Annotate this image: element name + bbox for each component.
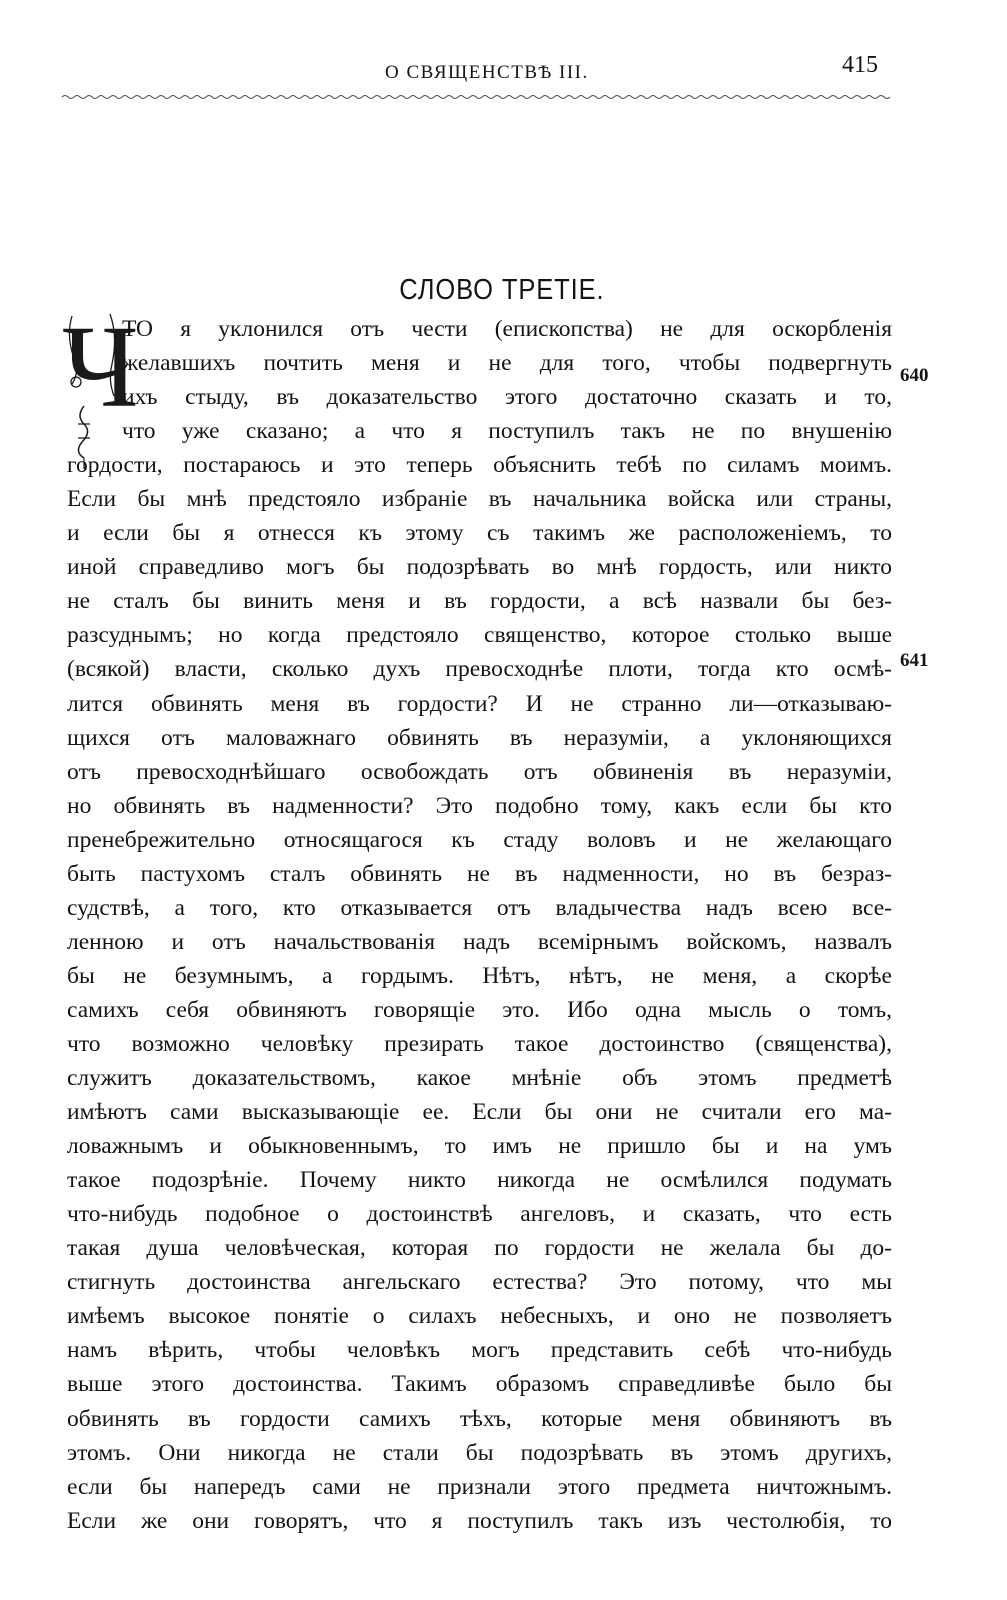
text-line: лится обвинять меня въ гордости? И не странно ли—отказываю- bbox=[67, 690, 892, 717]
margin-note-641: 641 bbox=[900, 650, 929, 671]
text-line: (всякой) власти, сколько духъ превосходнѣе плоти, тогда кто осмѣ- bbox=[67, 656, 892, 683]
text-line: ленною и отъ начальствованія надъ всемірнымъ войскомъ, назвалъ bbox=[67, 928, 892, 955]
text-line: этомъ. Они никогда не стали бы подозрѣвать въ этомъ другихъ, bbox=[67, 1439, 892, 1466]
decorative-initial-char: Ч bbox=[62, 301, 139, 432]
text-line: судствѣ, а того, кто отказывается отъ владычества надъ всею все- bbox=[67, 894, 892, 921]
text-line: служитъ доказательствомъ, какое мнѣніе объ этомъ предметѣ bbox=[67, 1065, 892, 1092]
text-line: намъ вѣрить, чтобы человѣкъ могъ представить себѣ что-нибудь bbox=[67, 1337, 892, 1364]
text-line: бы не безумнымъ, а гордымъ. Нѣтъ, нѣтъ, не меня, а скорѣе bbox=[67, 962, 892, 989]
text-line: выше этого достоинства. Такимъ образомъ справедливѣе было бы bbox=[67, 1371, 892, 1398]
text-line: Если бы мнѣ предстояло избраніе въ начальника войска или страны, bbox=[67, 486, 892, 513]
text-line: но обвинять въ надменности? Это подобно тому, какъ если бы кто bbox=[67, 792, 892, 819]
text-line: щихся отъ маловажнаго обвинять въ неразуміи, а уклоняющихся bbox=[67, 724, 892, 751]
text-line: имѣемъ высокое понятіе о силахъ небесныхъ, и оно не позволяетъ bbox=[67, 1303, 892, 1330]
text-line: стигнуть достоинства ангельскаго естества? Это потому, что мы bbox=[67, 1269, 892, 1296]
text-line: гордости, постараюсь и это теперь объяснить тебѣ по силамъ моимъ. bbox=[67, 452, 892, 479]
text-line: если бы напередъ сами не признали этого предмета ничтожнымъ. bbox=[67, 1473, 892, 1500]
text-line: ловажнымъ и обыкновеннымъ, то имъ не пришло бы и на умъ bbox=[67, 1133, 892, 1160]
text-line: что возможно человѣку презирать такое достоинство (священства), bbox=[67, 1030, 892, 1057]
text-line: быть пастухомъ сталъ обвинять не въ надменности, но въ безраз- bbox=[67, 860, 892, 887]
text-line: и если бы я отнесся къ этому съ такимъ же расположеніемъ, то bbox=[67, 520, 892, 547]
text-line: такая душа человѣческая, которая по гордости не желала бы до- bbox=[67, 1235, 892, 1262]
page-header bbox=[0, 50, 1007, 100]
text-line: отъ превосходнѣйшаго освобождать отъ обвиненія въ неразуміи, bbox=[67, 758, 892, 785]
text-line: пренебрежительно относящагося къ стаду воловъ и не желающаго bbox=[67, 826, 892, 853]
text-line: обвинять въ гордости самихъ тѣхъ, которые меня обвиняютъ въ bbox=[67, 1405, 892, 1432]
text-line: иной справедливо могъ бы подозрѣвать во мнѣ гордость, или никто bbox=[67, 554, 892, 581]
page-number: 415 bbox=[842, 52, 878, 78]
text-line: такое подозрѣніе. Почему никто никогда не осмѣлился подумать bbox=[67, 1167, 892, 1194]
chapter-title: СЛОВО ТРЕТІЕ. bbox=[399, 274, 605, 306]
header-ornamental-rule bbox=[62, 94, 890, 100]
margin-note-640: 640 bbox=[900, 365, 929, 386]
text-line: имѣютъ сами высказывающіе ее. Если бы они не считали его ма- bbox=[67, 1099, 892, 1126]
body-text bbox=[67, 312, 892, 1538]
text-line: ТО я уклонился отъ чести (епископства) не для оскорбленія bbox=[122, 316, 892, 342]
text-line: Если же они говорятъ, что я поступилъ такъ изъ честолюбія, то bbox=[67, 1507, 892, 1534]
text-line: самихъ себя обвиняютъ говорящіе это. Ибо одна мысль о томъ, bbox=[67, 996, 892, 1023]
text-line: что-нибудь подобное о достоинствѣ ангеловъ, и сказать, что есть bbox=[67, 1201, 892, 1228]
text-line: желавшихъ почтить меня и не для того, чтобы подвергнуть bbox=[122, 350, 892, 377]
text-line: разсуднымъ; но когда предстояло священство, которое столько выше bbox=[67, 622, 892, 649]
text-line: не сталъ бы винить меня и въ гордости, а всѣ назвали бы без- bbox=[67, 588, 892, 615]
text-line: ихъ стыду, въ доказательство этого достаточно сказать и то, bbox=[122, 384, 892, 411]
running-title: О СВЯЩЕНСТВѢ III. bbox=[385, 62, 589, 83]
text-line: что уже сказано; а что я поступилъ такъ не по внушенію bbox=[122, 418, 892, 445]
